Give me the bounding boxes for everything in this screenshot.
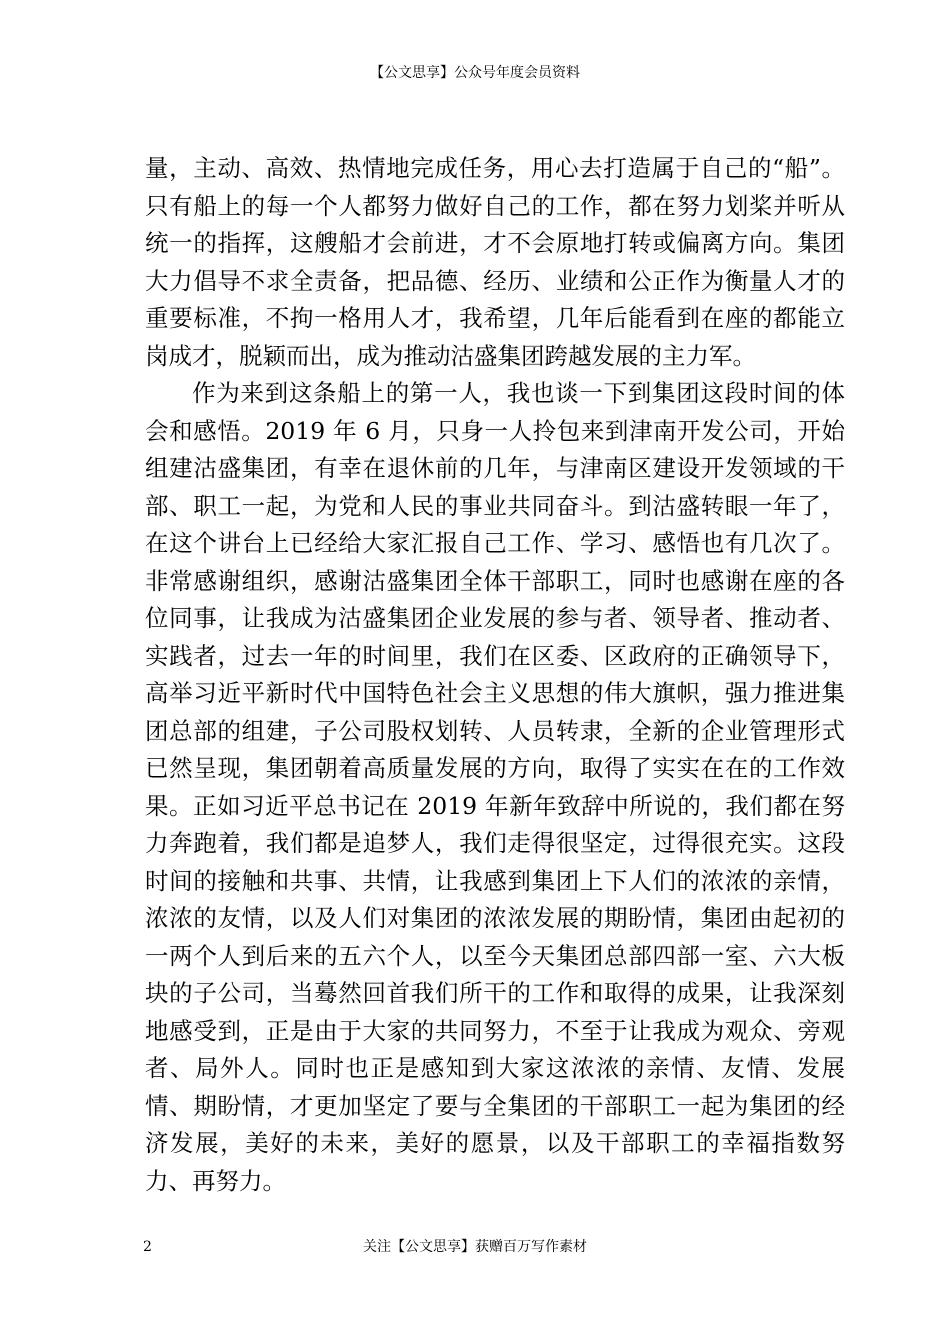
body-text — [145, 150, 845, 1200]
paragraph-continued: 量，主动、高效、热情地完成任务，用心去打造属于自己的“船”。只有船上的每一个人都努力做好自己的工作，都在努力划桨并听从统一的指挥，这艘船才会前进，才不会原地打转或偏离方向。集团大力倡导不求全责备，把品德、经历、业绩和公正作为衡量人才的重要标准，不拘一格用人才，我希望，几年后能看到在座的都能立岗成才，脱颖而出，成为推动沽盛集团跨越发展的主力军。 — [145, 154, 845, 370]
page-number: 2 — [143, 1239, 152, 1255]
paragraph-reflection: 作为来到这条船上的第一人，我也谈一下到集团这段时间的体会和感悟。2019 年 6 月，只身一人拎包来到津南开发公司，开始组建沽盛集团，有幸在退休前的几年，与津南区建设开发领域的干部、职工一起，为党和人民的事业共同奋斗。到沽盛转眼一年了，在这个讲台上已经给大家汇报自己工作、学习、感悟也有几次了。非常感谢组织，感谢沽盛集团全体干部职工，同时也感谢在座的各位同事，让我成为沽盛集团企业发展的参与者、领导者、推动者、实践者，过去一年的时间里，我们在区委、区政府的正确领导下，高举习近平新时代中国特色社会主义思想的伟大旗帜，强力推进集团总部的组建，子公司股权划转、人员转隶，全新的企业管理形式已然呈现，集团朝着高质量发展的方向，取得了实实在在的工作效果。正如习近平总书记在 2019 年新年致辞中所说的，我们都在努力奔跑着，我们都是追梦人，我们走得很坚定，过得很充实。这段时间的接触和共事、共情，让我感到集团上下人们的浓浓的亲情，浓浓的友情，以及人们对集团的浓浓发展的期盼情，集团由起初的一两个人到后来的五六个人，以至今天集团总部四部一室、六大板块的子公司，当蓦然回首我们所干的工作和取得的成果，让我深刻地感受到，正是由于大家的共同努力，不至于让我成为观众、旁观者、局外人。同时也正是感知到大家这浓浓的亲情、友情、发展情、期盼情，才更加坚定了要与全集团的干部职工一起为集团的经济发展，美好的未来，美好的愿景，以及干部职工的幸福指数努力、再努力。 — [145, 379, 845, 1195]
page-footer — [0, 1238, 950, 1258]
page-header: 【公文思享】公众号年度会员资料 — [370, 65, 580, 81]
footer-text: 关注【公文思享】获赠百万写作素材 — [363, 1239, 587, 1255]
